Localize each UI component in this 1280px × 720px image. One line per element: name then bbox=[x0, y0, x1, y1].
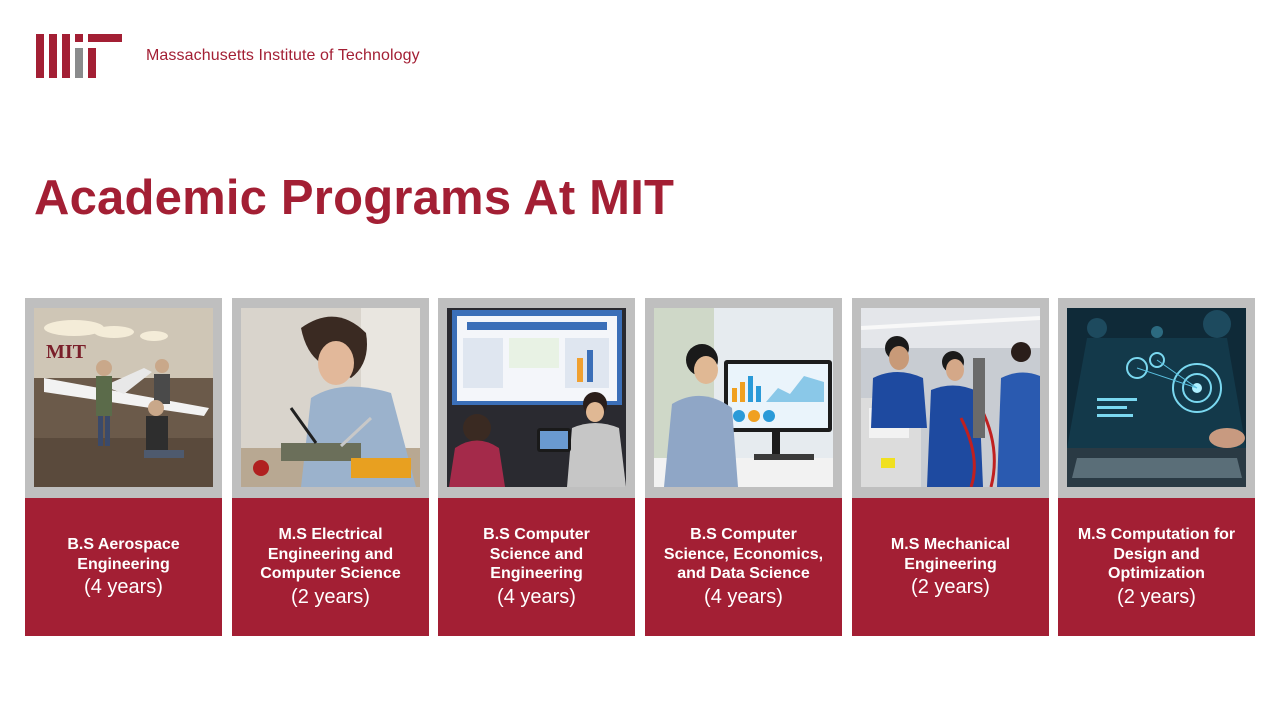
program-label bbox=[852, 498, 1049, 636]
photo-frame bbox=[232, 298, 429, 498]
data-analytics-photo-icon bbox=[654, 308, 833, 487]
header bbox=[36, 34, 420, 78]
page-title: Academic Programs At MIT bbox=[34, 171, 675, 225]
program-title bbox=[260, 525, 400, 584]
institute-name: Massachusetts Institute of Technology bbox=[146, 47, 420, 64]
program-card-aerospace bbox=[25, 298, 222, 636]
program-card-eecs bbox=[232, 298, 429, 636]
aerospace-lab-photo-icon bbox=[34, 308, 213, 487]
program-title bbox=[664, 525, 823, 584]
program-title-line: Science and bbox=[489, 545, 584, 563]
research-poster-photo-icon bbox=[447, 308, 626, 487]
program-title-line: B.S Aerospace bbox=[67, 536, 180, 553]
program-card-cs-econ-data bbox=[645, 298, 842, 636]
program-title-line: M.S Mechanical bbox=[890, 536, 1011, 553]
program-title-line: B.S Computer bbox=[690, 526, 797, 544]
program-title-line: Engineering bbox=[904, 555, 997, 573]
program-duration: (4 years) bbox=[704, 585, 783, 608]
program-card-cse bbox=[438, 298, 635, 636]
program-title bbox=[891, 535, 1010, 574]
program-title-line: Computer Science bbox=[260, 565, 401, 583]
program-label bbox=[1058, 498, 1255, 636]
program-title-line: B.S Computer bbox=[483, 526, 590, 544]
mit-logo-icon bbox=[36, 34, 122, 78]
mechanical-lab-photo-icon bbox=[861, 308, 1040, 487]
program-duration: (2 years) bbox=[291, 585, 370, 608]
photo-frame bbox=[852, 298, 1049, 498]
program-label bbox=[25, 498, 222, 636]
program-title bbox=[67, 535, 179, 574]
photo-frame bbox=[645, 298, 842, 498]
svg-text:MIT: MIT bbox=[46, 341, 86, 363]
photo-frame bbox=[25, 298, 222, 498]
laptop-hologram-photo-icon bbox=[1067, 308, 1246, 487]
program-title-line: Engineering bbox=[490, 565, 583, 583]
photo-frame bbox=[1058, 298, 1255, 498]
program-title-line: Science, Economics, bbox=[663, 545, 824, 563]
photo-frame bbox=[438, 298, 635, 498]
program-title-line: M.S Electrical bbox=[278, 526, 383, 544]
program-title bbox=[483, 525, 590, 584]
program-label bbox=[232, 498, 429, 636]
program-card-computation-design bbox=[1058, 298, 1255, 636]
program-label bbox=[438, 498, 635, 636]
program-duration: (4 years) bbox=[84, 576, 163, 598]
program-card-mechanical bbox=[852, 298, 1049, 636]
program-duration: (2 years) bbox=[911, 576, 990, 598]
program-title bbox=[1078, 525, 1235, 584]
program-title-line: and Data Science bbox=[677, 565, 810, 583]
circuit-soldering-photo-icon bbox=[241, 308, 420, 487]
program-title-line: Design and bbox=[1113, 545, 1200, 563]
program-duration: (2 years) bbox=[1117, 585, 1196, 608]
program-title-line: Engineering and bbox=[267, 545, 394, 563]
program-label bbox=[645, 498, 842, 636]
program-title-line: Engineering bbox=[77, 555, 170, 573]
program-title-line: M.S Computation for bbox=[1077, 526, 1236, 544]
program-title-line: Optimization bbox=[1108, 565, 1205, 583]
program-duration: (4 years) bbox=[497, 585, 576, 608]
